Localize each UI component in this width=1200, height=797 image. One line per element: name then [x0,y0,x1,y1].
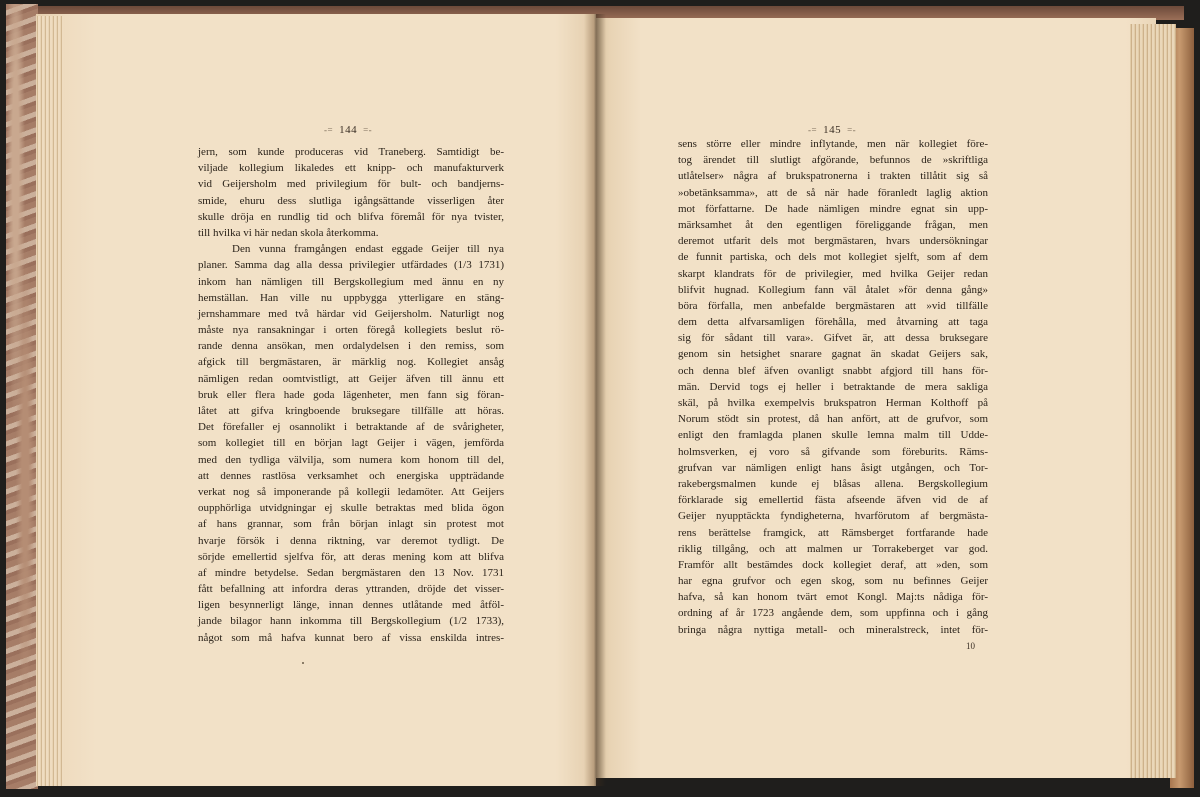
text-line: och denna blef äfven ovanligt snabbt afgjord till hans för- [678,364,988,377]
header-ornament-right: =- [363,125,373,135]
text-line: deremot utfarit dels mot bergmästaren, hvars undersökningar [678,235,988,248]
header-ornament-right: =- [847,125,857,135]
text-line: utlåtelser» några af brukspatronerna i trakten tillåtit sig så [678,170,988,183]
text-line: Den vunna framgången endast eggade Geijer till nya [232,243,504,256]
right-page-body-text [678,136,988,638]
text-line: märksamhet åt den egentligen föreliggande frågan, men [678,218,988,231]
text-line: ligen besynnerligt länge, innan dennes utlåtande med åtföl- [198,599,504,612]
text-line: riklig tillgång, och att malmen ur Torrakeberget var god. [678,542,988,555]
text-line: sörjde emellertid sjelfva för, att deras mening kom att blifva [198,550,504,563]
text-line: enligt den framlagda planen skulle lemna malm till Udde- [678,429,988,442]
text-line: skäl, på hvilka exempelvis brukspatron Herman Kolthoff på [678,397,988,409]
text-line: skulle dröja en rundlig tid och blifva föremål för nya tvister, [198,210,504,223]
text-line: smide, ehuru dess slutliga igångsättande visserligen åter [198,194,504,207]
text-line: böra förfalla, men anbefalde bergmästaren att »vid tillfälle [678,299,988,312]
text-line: bringa några nyttiga metall- och mineralstreck, intet för- [678,623,988,636]
text-line: ordning af år 1723 angående dem, som uppfinna och i gång [678,607,988,620]
left-page-header [318,124,378,136]
text-line: nämligen redan oomtvistligt, att Geijer äfven till ännu ett [198,372,504,385]
text-line: afgick till bergmästaren, är märklig nog. Kollegiet ansåg [198,356,504,369]
print-speck [302,662,304,664]
text-line: rande denna ansökan, men ordalydelsen i den remiss, som [198,340,504,353]
text-line: holmsverken, ej voro så gifvande som föreburits. Räms- [678,445,988,458]
text-line: förklarade sig emellertid fästa afseende äfven vid de af [678,494,988,507]
text-line: något som må hafva kunnat bero af vissa enskilda intres- [198,631,504,644]
text-line: jernshammare med två härdar vid Geijersholm. Naturligt nog [198,307,504,320]
text-line: grufvan var nämligen enligt hans åsigt utgången, och Tor- [678,461,988,474]
text-line: rakebergsmalmen kunde ej blåsas allena. Bergskollegium [678,477,988,490]
text-line: som kollegiet till en början lagt Geijer i vägen, jemförda [198,437,504,450]
book-gutter [584,14,606,786]
text-line: af mindre betydelse. Sedan bergmästaren den 13 Nov. 1731 [198,566,504,579]
text-line: genom sin hetsighet snarare gagnat än skadat Geijers sak, [678,348,988,361]
right-page-number: 145 [823,124,842,136]
text-line: oupphörliga utvidgningar ej skulle betraktas med blida ögon [198,502,504,515]
marbled-cover-left [6,4,38,789]
text-line: skarpt klandrats för de privilegier, med hvilka Geijer redan [678,267,988,280]
text-line: sig för sådant till vara». Gifvet är, att dessa bruksegare [678,332,988,345]
text-line: verkat nog så imponerande på kollegii ledamöter. Att Geijers [198,485,504,498]
header-ornament-left: -= [324,125,334,135]
text-line: jande bilagor hann inkomma till Bergskollegium (1/2 1733), [198,615,504,628]
text-line: mot författarne. De hade nämligen mindre egnat sin upp- [678,202,988,215]
text-line: jern, som kunde produceras vid Traneberg. Samtidigt be- [198,146,504,158]
text-line: blifvit hugnad. Kollegium fann väl åtalet »för denna gång» [678,283,988,296]
signature-mark: 10 [966,641,975,651]
text-line: fått befallning att infordra deras yttranden, dröjde det visser- [198,583,504,596]
text-line: hemställan. Han ville nu uppbygga ytterligare en stäng- [198,291,504,304]
text-line: har egna grufvor och egen skog, som nu befinnes Geijer [678,575,988,588]
text-line: med den tydliga välvilja, som numera kom honom till del, [198,453,504,466]
text-line: dem detta alfvarsamligen förehålla, med åtvarning att taga [678,316,988,329]
text-line: män. Dervid togs ej heller i betraktande de mera sakliga [678,380,988,393]
text-line: måste nya ransakningar i orten föregå kollegiets beslut rö- [198,324,504,337]
text-line: inkom han nämligen till Bergskollegium med ännu en ny [198,275,504,288]
right-page-stack-edge [1130,24,1176,778]
left-page-number: 144 [339,124,358,136]
text-line: rens berättelse framgick, att Rämsberget fortfarande hade [678,526,988,539]
left-page-stack-edge [36,16,64,786]
text-line: låtet att gifva kringboende bruksegare tillfälle att höras. [198,405,504,417]
text-line: »obetänksamma», att de så när hade föranledt laglig aktion [678,186,988,199]
text-line: bruk eller flera hade goda lägenheter, men fann sig föran- [198,388,504,401]
header-ornament-left: -= [808,125,818,135]
text-line: Geijer nyupptäckta fyndigheterna, hvarförutom af bergmästa- [678,510,988,523]
text-line: viljade kollegium likaledes ett knipp- och manufakturverk [198,162,504,175]
right-page-header [802,124,862,136]
text-line: sens större eller mindre inflytande, men när kollegiet före- [678,138,988,150]
text-line: de funnit partiska, och dels mot kollegiet sjelft, som af dem [678,251,988,264]
text-line: till hvilka vi här nedan skola återkomma. [198,226,379,239]
text-line: hvarje försök i denna riktning, var deremot tydligt. De [198,534,504,547]
left-page-body-text [198,144,504,646]
text-line: planer. Samma dag alla dessa privilegier utfärdades (1/3 1731) [198,259,504,272]
text-line: vid Geijersholm med privilegium för bult- och bandjerns- [198,178,504,191]
text-line: af hans grannar, som från början inlagt sin protest mot [198,518,504,531]
text-line: tog ärendet till slutligt afgörande, befunnos de »skriftliga [678,154,988,167]
text-line: att dennes rastlösa verksamhet och energiska uppträdande [198,469,504,482]
text-line: Framför allt bestämdes dock kollegiet deraf, att »den, som [678,558,988,571]
text-line: hafva, så kan honom tvärt emot Kongl. Maj:ts nådiga för- [678,591,988,604]
text-line: Norum stödt sin protest, då han anfört, att de grufvor, som [678,413,988,426]
text-line: Det förefaller ej osannolikt i betraktande af de svårigheter, [198,421,504,434]
